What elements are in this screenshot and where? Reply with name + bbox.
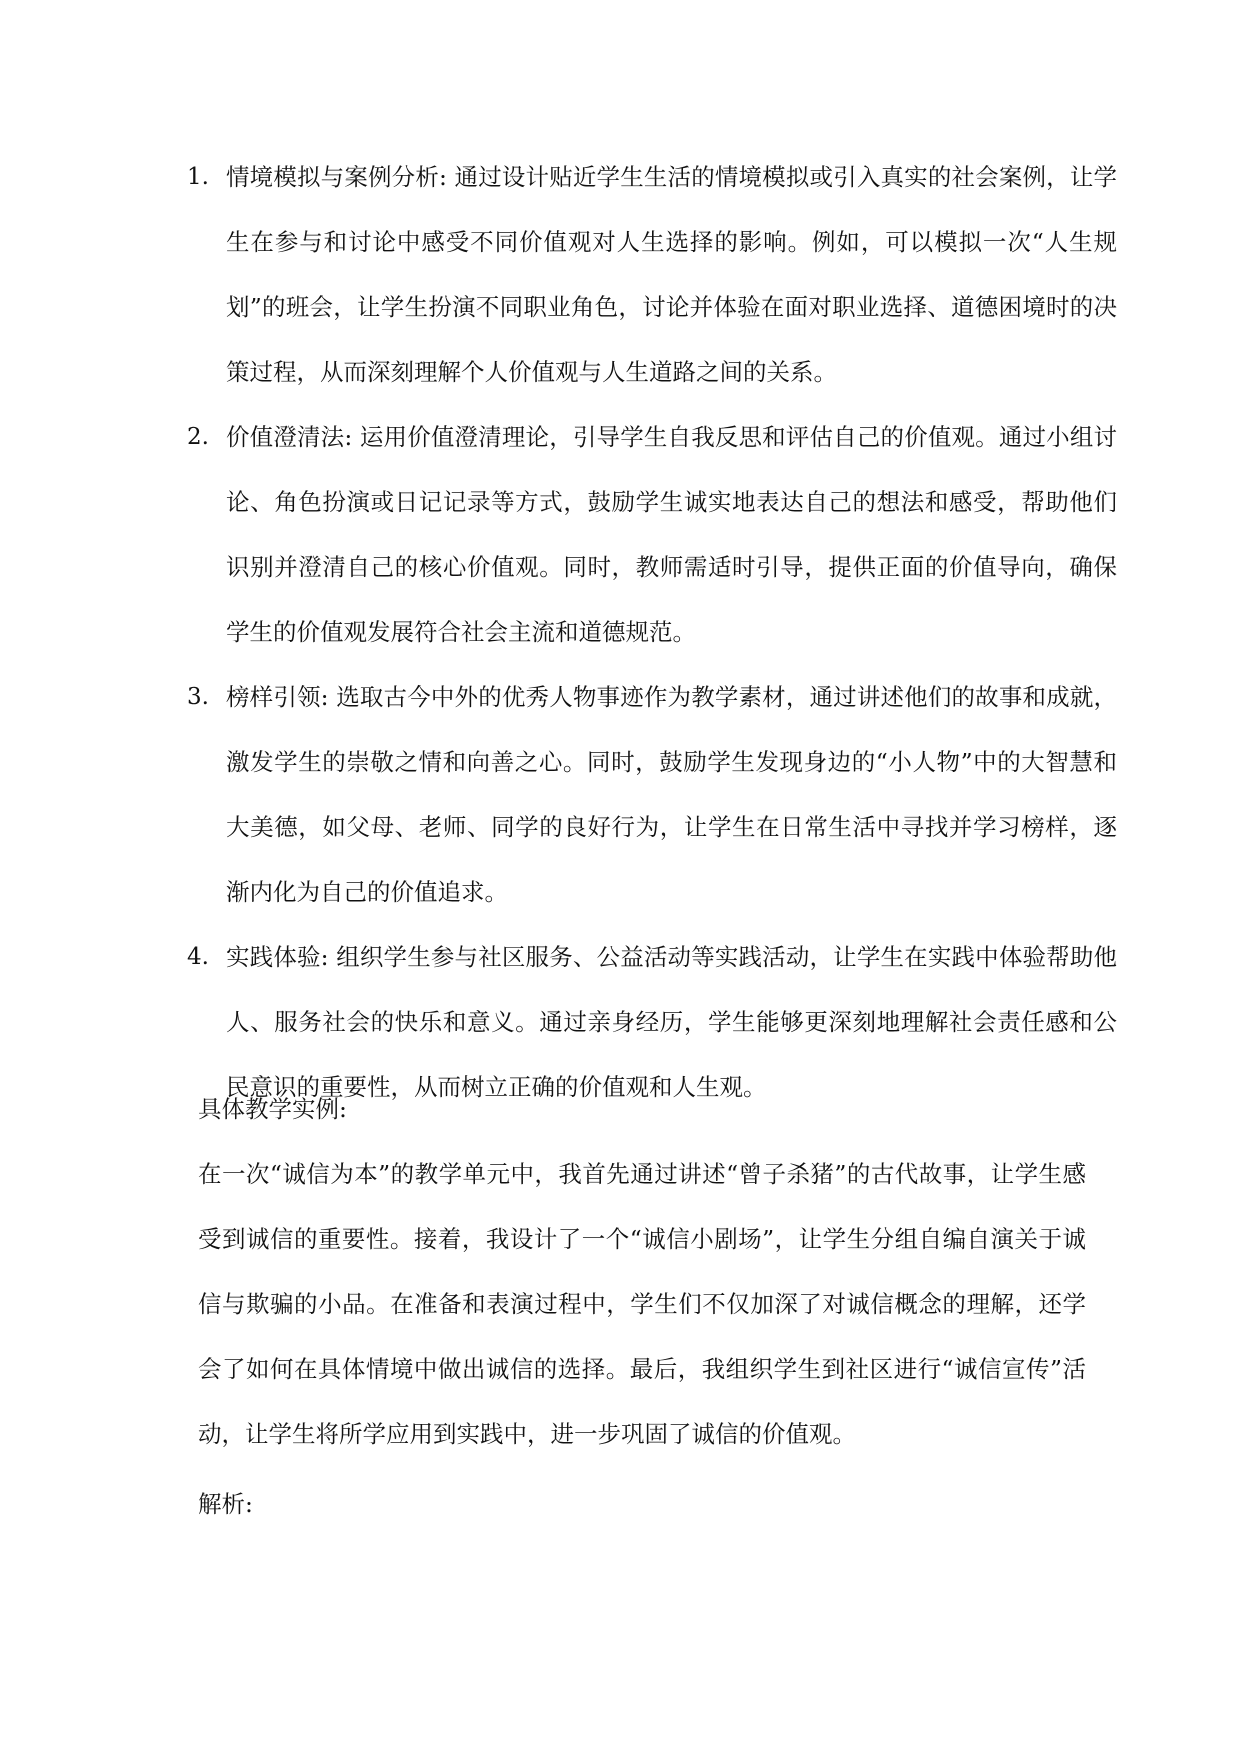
list-item-number: 1. bbox=[187, 164, 209, 190]
list-item-text: 榜样引领: 选取古今中外的优秀人物事迹作为教学素材，通过讲述他们的故事和成就，激发学生的崇敬之情和向善之心。同时，鼓励学生发现身边的“小人物”中的大智慧和大美德，如父母、老师、同学的良好行为，让学生在日常生活中寻找并学习榜样，逐渐内化为自己的价值追求。 bbox=[226, 683, 1117, 906]
list-item-number: 2. bbox=[187, 424, 209, 450]
list-item-text: 情境模拟与案例分析: 通过设计贴近学生生活的情境模拟或引入真实的社会案例，让学生在参与和讨论中感受不同价值观对人生选择的影响。例如，可以模拟一次“人生规划”的班会，让学生扮演不同职业角色，讨论并体验在面对职业选择、道德困境时的决策过程，从而深刻理解个人价值观与人生道路之间的关系。 bbox=[226, 163, 1117, 386]
list-item bbox=[187, 665, 1117, 925]
list-item bbox=[187, 405, 1117, 665]
list-item-number: 4. bbox=[187, 944, 209, 970]
list-item-text: 实践体验: 组织学生参与社区服务、公益活动等实践活动，让学生在实践中体验帮助他人、服务社会的快乐和意义。通过亲身经历，学生能够更深刻地理解社会责任感和公民意识的重要性，从而树立正确的价值观和人生观。 bbox=[226, 943, 1117, 1101]
list-item-number: 3. bbox=[187, 684, 209, 710]
list-item bbox=[187, 145, 1117, 405]
list-item-text: 价值澄清法: 运用价值澄清理论，引导学生自我反思和评估自己的价值观。通过小组讨论、角色扮演或日记记录等方式，鼓励学生诚实地表达自己的想法和感受，帮助他们识别并澄清自己的核心价值观。同时，教师需适时引导，提供正面的价值导向，确保学生的价值观发展符合社会主流和道德规范。 bbox=[226, 423, 1117, 646]
example-heading: 具体教学实例: bbox=[198, 1095, 347, 1123]
analysis-heading: 解析: bbox=[198, 1490, 253, 1518]
example-paragraph: 在一次“诚信为本”的教学单元中，我首先通过讲述“曾子杀猪”的古代故事，让学生感受到诚信的重要性。接着，我设计了一个“诚信小剧场”，让学生分组自编自演关于诚信与欺骗的小品。在准备和表演过程中，学生们不仅加深了对诚信概念的理解，还学会了如何在具体情境中做出诚信的选择。最后，我组织学生到社区进行“诚信宣传”活动，让学生将所学应用到实践中，进一步巩固了诚信的价值观。 bbox=[198, 1160, 1086, 1448]
method-list bbox=[187, 145, 1117, 1120]
